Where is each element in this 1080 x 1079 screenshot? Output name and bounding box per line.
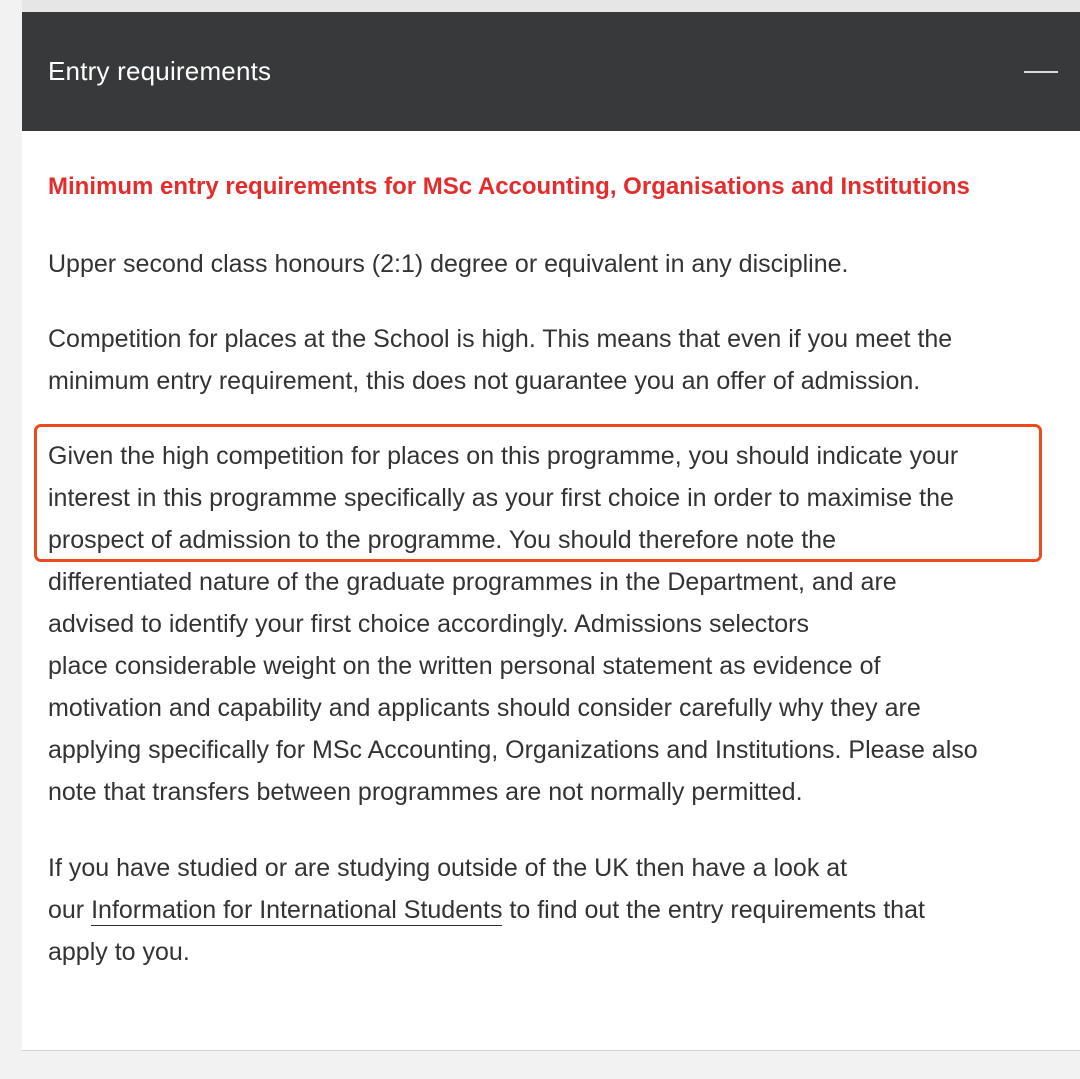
international-students-paragraph	[48, 847, 925, 973]
international-students-link[interactable]: Information for International Students	[91, 896, 503, 924]
paragraph-line: differentiated nature of the graduate programmes in the Department, and are	[48, 568, 897, 596]
section-heading: Minimum entry requirements for MSc Accounting, Organisations and Institutions	[48, 173, 970, 200]
paragraph-line: note that transfers between programmes are not normally permitted.	[48, 778, 803, 806]
minus-icon[interactable]	[1024, 71, 1058, 73]
paragraph-line: Given the high competition for places on this programme, you should indicate your	[48, 442, 959, 470]
accordion-title: Entry requirements	[48, 56, 272, 86]
entry-requirements-panel	[22, 12, 1080, 1050]
paragraph-line: prospect of admission to the programme. You should therefore note the	[48, 526, 836, 554]
degree-requirement-text: Upper second class honours (2:1) degree or equivalent in any discipline.	[48, 250, 849, 278]
paragraph-line: advised to identify your first choice accordingly. Admissions selectors	[48, 610, 809, 638]
text-fragment: our	[48, 896, 92, 924]
bottom-divider	[22, 1050, 1080, 1079]
first-choice-paragraph	[48, 435, 978, 813]
paragraph-line	[48, 889, 925, 931]
paragraph-line: place considerable weight on the written personal statement as evidence of	[48, 652, 881, 680]
competition-paragraph	[48, 318, 952, 402]
text-fragment: to find out the entry requirements that	[502, 896, 925, 924]
paragraph-line: minimum entry requirement, this does not guarantee you an offer of admission.	[48, 367, 921, 395]
accordion-header[interactable]	[22, 12, 1080, 131]
paragraph-line: applying specifically for MSc Accounting, Organizations and Institutions. Please also	[48, 736, 978, 764]
paragraph-line: motivation and capability and applicants should consider carefully why they are	[48, 694, 921, 722]
paragraph-line: interest in this programme specifically as your first choice in order to maximise the	[48, 484, 954, 512]
paragraph-line: If you have studied or are studying outside of the UK then have a look at	[48, 854, 848, 882]
paragraph-line: Competition for places at the School is high. This means that even if you meet the	[48, 325, 953, 353]
paragraph-line: apply to you.	[48, 938, 190, 966]
